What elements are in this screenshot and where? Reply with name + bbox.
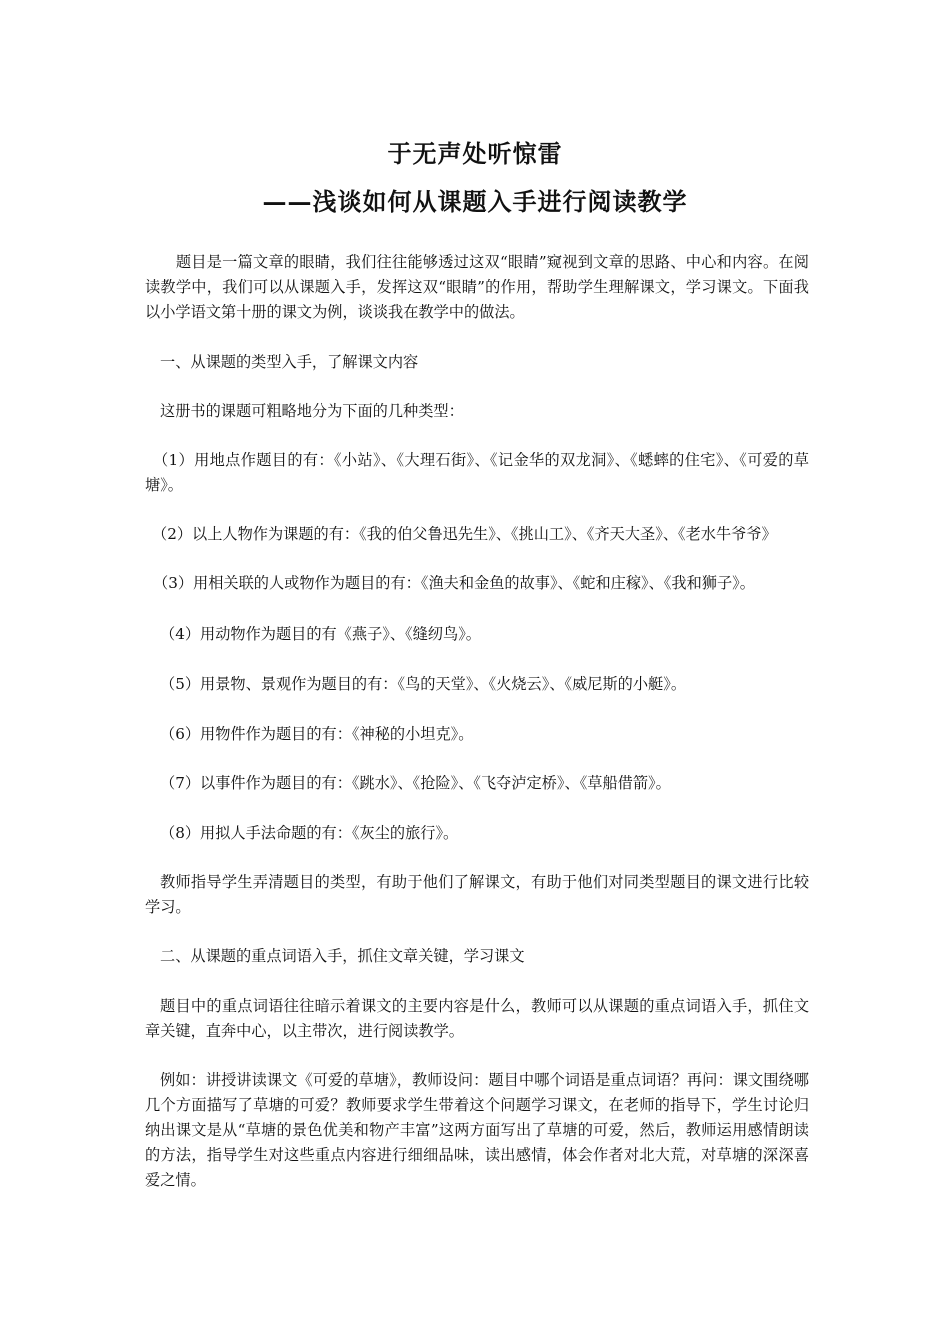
document-title: 于无声处听惊雷 xyxy=(387,139,563,168)
list-item: （6）用物件作为题目的有：《神秘的小坦克》。 xyxy=(160,725,474,743)
list-item: （7）以事件作为题目的有：《跳水》、《抢险》、《飞夺泸定桥》、《草船借箭》。 xyxy=(160,774,671,792)
list-item: （5）用景物、景观作为题目的有：《鸟的天堂》、《火烧云》、《威尼斯的小艇》。 xyxy=(160,675,687,693)
list-item: （3）用相关联的人或物作为题目的有：《渔夫和金鱼的故事》、《蛇和庄稼》、《我和狮子》。 xyxy=(153,574,755,592)
intro-paragraph: 题目是一篇文章的眼睛，我们往往能够透过这双“眼睛”窥视到文章的思路、中心和内容。在阅读教学中，我们可以从课题入手，发挥这双“眼睛”的作用，帮助学生理解课文，学习课文。下面我以小学语文第十册的课文为例，谈谈我在教学中的做法。 xyxy=(145,253,809,321)
section-heading-2: 二、从课题的重点词语入手，抓住文章关键，学习课文 xyxy=(160,947,525,965)
list-item: （8）用拟人手法命题的有：《灰尘的旅行》。 xyxy=(160,824,459,842)
list-item: （2）以上人物作为课题的有：《我的伯父鲁迅先生》、《挑山工》、《齐天大圣》、《老水牛爷爷》 xyxy=(152,525,777,543)
list-item: （1）用地点作题目的有：《小站》、《大理石街》、《记金华的双龙洞》、《蟋蟀的住宅》、《可爱的草塘》。 xyxy=(145,451,809,494)
body-paragraph: 题目中的重点词语往往暗示着课文的主要内容是什么，教师可以从课题的重点词语入手，抓住文章关键，直奔中心，以主带次，进行阅读教学。 xyxy=(145,997,809,1040)
list-item: （4）用动物作为题目的有《燕子》、《缝纫鸟》。 xyxy=(160,625,481,643)
document-subtitle: ——浅谈如何从课题入手进行阅读教学 xyxy=(262,187,688,216)
section-heading-1: 一、从课题的类型入手，了解课文内容 xyxy=(160,353,419,371)
example-paragraph: 例如：讲授讲读课文《可爱的草塘》，教师设问：题目中哪个词语是重点词语？再问：课文围绕哪几个方面描写了草塘的可爱？教师要求学生带着这个问题学习课文，在老师的指导下，学生讨论归纳出课文是从“草塘的景色优美和物产丰富”这两方面写出了草塘的可爱，然后，教师运用感情朗读的方法，指导学生对这些重点内容进行细细品味，读出感情，体会作者对北大荒，对草塘的深深喜爱之情。 xyxy=(145,1071,809,1189)
body-paragraph: 教师指导学生弄清题目的类型，有助于他们了解课文，有助于他们对同类型题目的课文进行比较学习。 xyxy=(145,873,809,916)
body-paragraph: 这册书的课题可粗略地分为下面的几种类型： xyxy=(160,402,464,420)
